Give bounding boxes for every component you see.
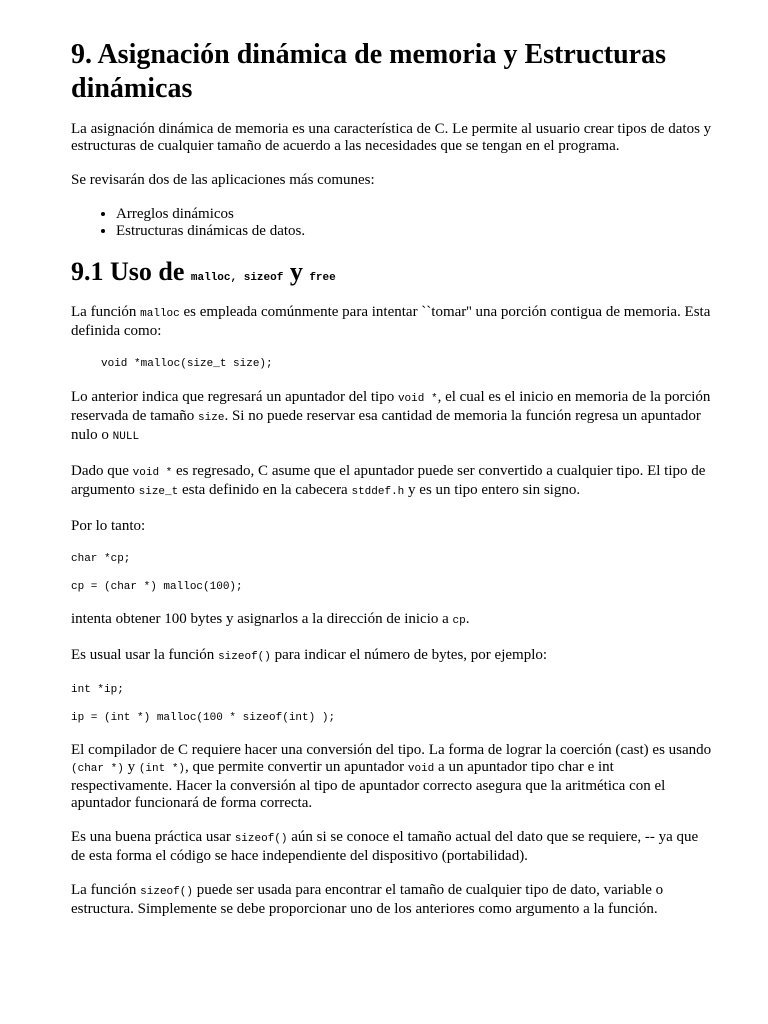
text-span: El compilador de C requiere hacer una conversión del tipo. La forma de lograr la coerción (cast) es usando xyxy=(71,742,712,758)
code-line: char *cp; xyxy=(71,553,131,565)
text-span: aún si se conoce el tamaño actual del dato que se requiere, -- ya que de esta forma el código se hace independiente del dispositivo (portabilidad). xyxy=(71,829,699,864)
text-span: La función xyxy=(71,882,141,898)
returns-paragraph xyxy=(71,389,716,446)
attempt-paragraph xyxy=(71,611,716,630)
code-line: ip = (int *) malloc(100 * sizeof(int) ); xyxy=(71,712,336,724)
page-title: 9. Asignación dinámica de memoria y Estructuras dinámicas xyxy=(71,39,666,104)
section-heading-prefix: 9.1 Uso de xyxy=(71,257,185,286)
text-span: Es una buena práctica usar xyxy=(71,829,235,845)
list-item: • Estructuras dinámicas de datos. xyxy=(116,223,716,240)
text-span: es empleada comúnmente para intentar ``tomar'' una porción contigua de memoria. Esta definida como: xyxy=(71,304,711,339)
list-item: • Arreglos dinámicos xyxy=(116,206,716,223)
section-heading-y: y xyxy=(289,257,303,286)
text-span: es regresado, C asume que el apuntador puede ser convertido a cualquier tipo. El tipo de argumento xyxy=(71,463,706,498)
applications-list xyxy=(71,206,716,240)
applications-paragraph: Se revisarán dos de las aplicaciones más comunes: xyxy=(71,172,375,188)
text-span: . xyxy=(465,611,470,627)
malloc-declaration-code: void *malloc(size_t size); xyxy=(101,358,273,370)
text-span: puede ser usada para encontrar el tamaño de cualquier tipo de dato, variable o estructura. Simplemente se debe proporcionar uno de los anteriores como argumento a la función. xyxy=(71,882,664,917)
cast-paragraph xyxy=(71,463,716,501)
text-span: Lo anterior indica que regresará un apuntador del tipo xyxy=(71,389,398,405)
inline-code: void * xyxy=(397,393,438,405)
compiler-paragraph xyxy=(71,742,716,812)
inline-code: malloc xyxy=(140,308,180,320)
section-heading-code-malloc-sizeof: malloc, sizeof xyxy=(190,272,284,284)
section-heading-code-free: free xyxy=(309,272,336,284)
intro-paragraph: La asignación dinámica de memoria es una característica de C. Le permite al usuario crear tipos de datos y estructuras de cualquier tamaño de acuerdo a las necesidades que se tengan en el programa. xyxy=(71,121,712,154)
text-span: La función xyxy=(71,304,141,320)
text-span: intenta obtener 100 bytes y asignarlos a la dirección de inicio a xyxy=(71,611,453,627)
therefore-paragraph: Por lo tanto: xyxy=(71,518,146,534)
section-heading xyxy=(71,256,716,294)
inline-code: size xyxy=(198,412,225,424)
inline-code: void xyxy=(407,763,435,775)
text-span: a un apuntador tipo char e int respectivamente. Hacer la conversión al tipo de apuntador correcto asegura que la aritmética con el apuntador funcionará de forma correcta. xyxy=(71,759,666,811)
inline-code: sizeof() xyxy=(234,833,288,845)
code-line: cp = (char *) malloc(100); xyxy=(71,581,243,593)
practice-paragraph xyxy=(71,829,716,865)
text-span: . Si no puede reservar esa cantidad de memoria la función regresa un apuntador nulo o xyxy=(71,408,701,443)
text-span: esta definido en la cabecera xyxy=(178,482,352,498)
malloc-paragraph xyxy=(71,304,716,340)
text-span: y es un tipo entero sin signo. xyxy=(404,482,581,498)
text-span: y xyxy=(123,759,139,775)
text-span: Dado que xyxy=(71,463,133,479)
text-span: , el cual es el inicio en memoria de la porción reservada de tamaño xyxy=(71,389,711,424)
code-line: int *ip; xyxy=(71,684,124,696)
sizeof-usual-paragraph xyxy=(71,647,716,666)
inline-code: (char *) xyxy=(71,763,124,775)
inline-code: stddef.h xyxy=(351,486,405,498)
text-span: , que permite convertir un apuntador xyxy=(185,759,408,775)
sizeof-use-paragraph xyxy=(71,882,716,918)
inline-code: cp xyxy=(452,615,466,627)
inline-code: sizeof() xyxy=(140,886,193,898)
text-span: Es usual usar la función xyxy=(71,647,219,663)
text-span: para indicar el número de bytes, por ejemplo: xyxy=(270,647,548,663)
inline-code: sizeof() xyxy=(218,651,271,663)
inline-code: NULL xyxy=(112,431,140,443)
inline-code: (int *) xyxy=(138,763,186,775)
inline-code: void * xyxy=(132,467,173,479)
inline-code: size_t xyxy=(138,486,179,498)
